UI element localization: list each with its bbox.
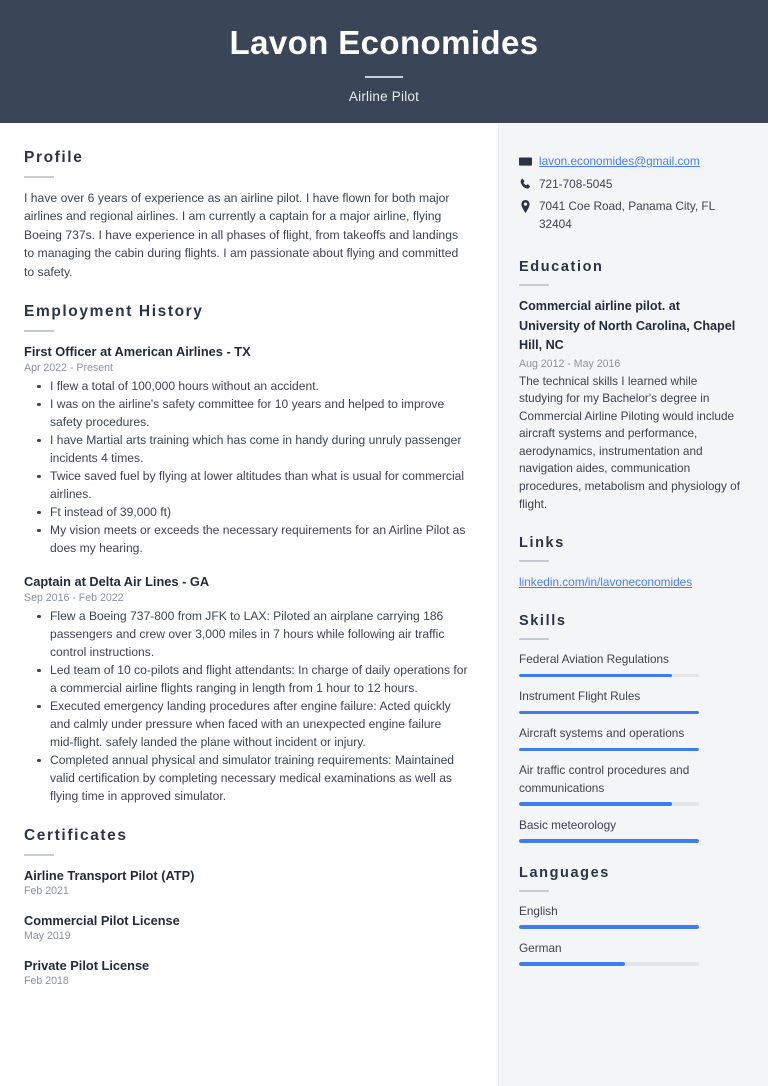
section-heading-employment: Employment History (24, 303, 204, 321)
skill-bar-fill (519, 674, 672, 678)
linkedin-link[interactable]: linkedin.com/in/lavoneconomides (519, 575, 693, 590)
job-bullet-list (24, 607, 468, 805)
skill-bar-track (519, 711, 699, 715)
profile-text: I have over 6 years of experience as an airline pilot. I have flown for both major airlines and regional airlines. I am currently a captain for a major airline, flying Boeing 737s. I have experience in all phases of flight, from takeoffs and landings to managing the cabin during flights. I am passionate about flying and committed to safety. (24, 191, 459, 279)
section-links (519, 535, 744, 591)
job-bullet: Ft instead of 39,000 ft) (24, 503, 468, 521)
skill-label: Federal Aviation Regulations (519, 652, 669, 667)
education-title: Commercial airline pilot. at University of North Carolina, Chapel Hill, NC (519, 299, 736, 352)
skill-label: Basic meteorology (519, 817, 617, 832)
skill-bar-track (519, 839, 699, 843)
skill-label: Instrument Flight Rules (519, 689, 641, 704)
sidebar-column (498, 123, 768, 1086)
section-profile (24, 149, 468, 281)
contact-row-address (519, 198, 744, 233)
job-title: First Officer at American Airlines - TX (24, 344, 251, 360)
job-bullet: I have Martial arts training which has come in handy during unruly passenger incidents 4 times. (24, 431, 468, 467)
skill-item (519, 688, 744, 714)
job-title: Captain at Delta Air Lines - GA (24, 574, 210, 590)
skill-item (519, 817, 744, 843)
language-bar-fill (519, 925, 699, 929)
map-pin-icon (519, 198, 539, 213)
language-label: German (519, 940, 562, 955)
job-bullet: I was on the airline's safety committee for 10 years and helped to improve safety procedures. (24, 395, 468, 431)
job-bullet: Twice saved fuel by flying at lower altitudes than what is usual for commercial airlines. (24, 467, 468, 503)
certificate-date: Feb 2021 (24, 885, 69, 898)
page-title: Lavon Economides (229, 24, 539, 61)
education-date: Aug 2012 - May 2016 (519, 357, 621, 370)
skill-item (519, 762, 744, 806)
skill-bar-fill (519, 711, 699, 715)
contact-block (519, 153, 744, 233)
section-rule (519, 560, 549, 562)
address-value: 7041 Coe Road, Panama City, FL 32404 (539, 199, 715, 231)
contact-row-phone (519, 176, 744, 194)
language-bar-track (519, 925, 699, 929)
section-heading-certificates: Certificates (24, 827, 128, 845)
phone-icon (519, 176, 539, 191)
skill-bar-track (519, 674, 699, 678)
section-heading-profile: Profile (24, 149, 84, 166)
certificate-date: Feb 2018 (24, 975, 69, 988)
section-rule (24, 330, 54, 332)
section-education (519, 259, 744, 513)
education-description: The technical skills I learned while studying for my Bachelor's degree in Commercial Airline Piloting would include aircraft systems and performance, aerodynamics, instrumentation and navigation aides, communication procedures, metabolism and physiology of flight. (519, 373, 740, 511)
certificate-entry (24, 912, 468, 944)
language-label: English (519, 903, 558, 918)
language-item (519, 940, 744, 966)
section-rule (519, 284, 549, 286)
skill-bar-track (519, 748, 699, 752)
skill-item (519, 651, 744, 677)
section-rule (519, 638, 549, 640)
phone-value: 721-708-5045 (539, 176, 613, 191)
contact-row-email (519, 153, 744, 171)
section-employment-history (24, 303, 468, 805)
skill-label: Air traffic control procedures and communications (519, 763, 690, 795)
employment-entry (24, 343, 468, 557)
section-heading-languages: Languages (519, 864, 610, 881)
skill-item (519, 725, 744, 751)
header-subtitle: Airline Pilot (348, 89, 420, 104)
certificate-title: Private Pilot License (24, 958, 150, 974)
section-heading-links: Links (519, 535, 565, 552)
certificate-date: May 2019 (24, 930, 71, 943)
language-item (519, 903, 744, 929)
skill-bar-fill (519, 839, 699, 843)
section-rule (24, 176, 54, 178)
job-bullet-list (24, 377, 468, 557)
employment-entry (24, 573, 468, 805)
language-bar-track (519, 962, 699, 966)
job-bullet: Executed emergency landing procedures after engine failure: Acted quickly and calmly under pressure when faced with an unexpected engine failure mid-flight. safely landed the plane without incident or injury. (24, 697, 468, 751)
job-bullet: Flew a Boeing 737-800 from JFK to LAX: Piloted an airplane carrying 186 passengers and crew over 3,000 miles in 7 hours while following air traffic control instructions. (24, 607, 468, 661)
certificate-title: Commercial Pilot License (24, 913, 180, 929)
resume-body (0, 123, 768, 1086)
section-heading-skills: Skills (519, 613, 567, 630)
skill-bar-fill (519, 802, 672, 806)
resume-header (0, 0, 768, 123)
main-column (0, 123, 498, 1086)
section-rule (519, 890, 549, 892)
job-bullet: Led team of 10 co-pilots and flight attendants: In charge of daily operations for a commercial airline flights ranging in length from 1 hour to 12 hours. (24, 661, 468, 697)
job-bullet: I flew a total of 100,000 hours without an accident. (24, 377, 468, 395)
skill-bar-fill (519, 748, 699, 752)
certificate-entry (24, 867, 468, 899)
header-divider (365, 76, 403, 78)
skill-bar-track (519, 802, 699, 806)
job-bullet: My vision meets or exceeds the necessary requirements for an Airline Pilot as does my hearing. (24, 521, 468, 557)
job-date: Apr 2022 - Present (24, 362, 113, 375)
language-bar-fill (519, 962, 625, 966)
certificate-title: Airline Transport Pilot (ATP) (24, 868, 195, 884)
email-link[interactable]: lavon.economides@gmail.com (539, 154, 700, 168)
section-certificates (24, 827, 468, 989)
section-skills (519, 613, 744, 843)
job-bullet: Completed annual physical and simulator training requirements: Maintained valid certification by completing necessary medical examinations as well as flying time in approved simulator. (24, 751, 468, 805)
section-rule (24, 854, 54, 856)
certificate-entry (24, 957, 468, 989)
job-date: Sep 2016 - Feb 2022 (24, 592, 124, 605)
section-heading-education: Education (519, 259, 604, 275)
skill-label: Aircraft systems and operations (519, 726, 685, 741)
envelope-icon (519, 153, 539, 168)
section-languages (519, 865, 744, 966)
